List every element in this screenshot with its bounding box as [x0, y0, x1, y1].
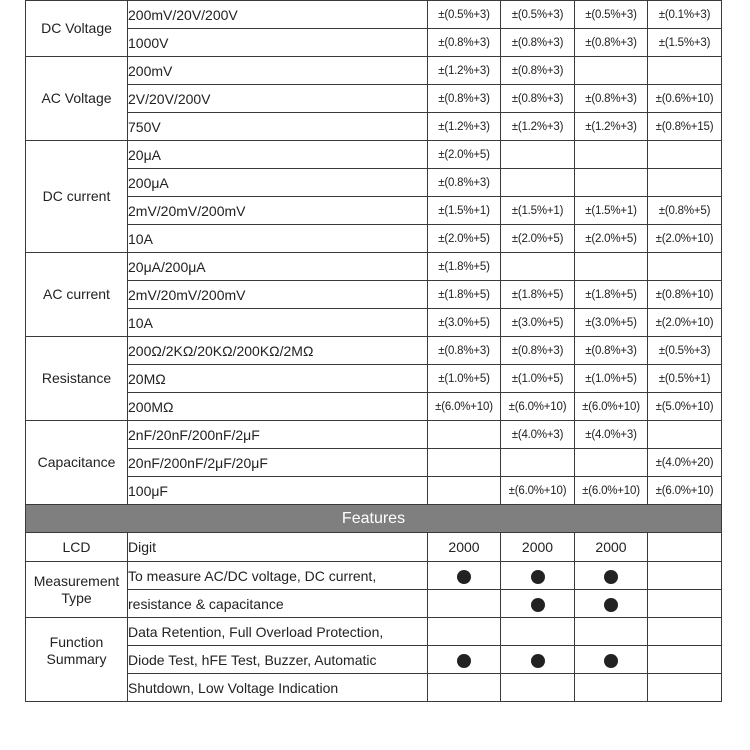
range-cell: 2mV/20mV/200mV [128, 281, 428, 309]
spec-row [26, 169, 722, 197]
accuracy-cell: ±(1.5%+1) [428, 197, 501, 225]
range-cell: 20μA [128, 141, 428, 169]
accuracy-cell: ±(3.0%+5) [575, 309, 648, 337]
spec-table [25, 0, 722, 702]
accuracy-cell: ±(0.8%+3) [501, 57, 575, 85]
features-heading: Features [26, 505, 722, 533]
accuracy-cell: ±(2.0%+10) [648, 309, 722, 337]
range-cell: 20MΩ [128, 365, 428, 393]
accuracy-cell: ±(1.2%+3) [428, 57, 501, 85]
label-line: Type [61, 589, 92, 606]
feature-cell [428, 618, 501, 646]
feature-cell [575, 590, 648, 618]
range-cell: 2nF/20nF/200nF/2μF [128, 421, 428, 449]
range-cell: 20μA/200μA [128, 253, 428, 281]
spec-row [26, 449, 722, 477]
lcd-desc: Digit [128, 533, 428, 562]
accuracy-cell: ±(1.2%+3) [428, 113, 501, 141]
accuracy-cell [501, 253, 575, 281]
accuracy-cell: ±(0.5%+3) [501, 1, 575, 29]
accuracy-cell: ±(0.8%+3) [575, 85, 648, 113]
spec-row [26, 225, 722, 253]
range-cell: 2mV/20mV/200mV [128, 197, 428, 225]
accuracy-cell: ±(6.0%+10) [501, 393, 575, 421]
accuracy-cell: ±(0.8%+3) [575, 337, 648, 365]
spec-row [26, 477, 722, 505]
feature-cell [428, 646, 501, 674]
accuracy-cell: ±(1.2%+3) [575, 113, 648, 141]
check-dot-icon [604, 598, 618, 612]
accuracy-cell [648, 57, 722, 85]
accuracy-cell: ±(0.8%+10) [648, 281, 722, 309]
range-cell: 750V [128, 113, 428, 141]
check-dot-icon [531, 598, 545, 612]
accuracy-cell [575, 141, 648, 169]
accuracy-cell [648, 253, 722, 281]
spec-sheet [25, 0, 721, 706]
check-dot-icon [604, 570, 618, 584]
feature-desc: Shutdown, Low Voltage Indication [128, 674, 428, 702]
spec-row [26, 281, 722, 309]
accuracy-cell: ±(3.0%+5) [428, 309, 501, 337]
measurement-row [26, 562, 722, 590]
function-summary-label [26, 618, 128, 702]
feature-cell [428, 674, 501, 702]
accuracy-cell: ±(5.0%+10) [648, 393, 722, 421]
label-line: Function [49, 634, 104, 650]
accuracy-cell [575, 449, 648, 477]
accuracy-cell [648, 421, 722, 449]
feature-desc: resistance & capacitance [128, 590, 428, 618]
accuracy-cell: ±(1.0%+5) [501, 365, 575, 393]
feature-cell [648, 618, 722, 646]
accuracy-cell: ±(2.0%+5) [575, 225, 648, 253]
group-label: Resistance [26, 337, 128, 421]
check-dot-icon [531, 570, 545, 584]
range-cell: 20nF/200nF/2μF/20μF [128, 449, 428, 477]
group-label: Capacitance [26, 421, 128, 505]
accuracy-cell: ±(1.0%+5) [575, 365, 648, 393]
feature-cell [575, 674, 648, 702]
spec-row [26, 309, 722, 337]
accuracy-cell: ±(6.0%+10) [428, 393, 501, 421]
group-label: AC Voltage [26, 57, 128, 141]
check-dot-icon [457, 654, 471, 668]
function-row [26, 618, 722, 646]
accuracy-cell [501, 449, 575, 477]
accuracy-cell: ±(1.8%+5) [428, 281, 501, 309]
check-dot-icon [531, 654, 545, 668]
feature-cell [428, 590, 501, 618]
accuracy-cell: ±(1.2%+3) [501, 113, 575, 141]
check-dot-icon [604, 654, 618, 668]
lcd-value: 2000 [575, 533, 648, 562]
feature-cell [575, 562, 648, 590]
accuracy-cell [648, 169, 722, 197]
range-cell: 2V/20V/200V [128, 85, 428, 113]
group-label: DC current [26, 141, 128, 253]
features-header-row [26, 505, 722, 533]
function-row [26, 674, 722, 702]
spec-row [26, 113, 722, 141]
feature-cell [575, 646, 648, 674]
accuracy-cell: ±(1.8%+5) [428, 253, 501, 281]
feature-cell [501, 674, 575, 702]
accuracy-cell: ±(0.6%+10) [648, 85, 722, 113]
range-cell: 1000V [128, 29, 428, 57]
accuracy-cell: ±(0.8%+3) [501, 85, 575, 113]
range-cell: 200MΩ [128, 393, 428, 421]
accuracy-cell: ±(6.0%+10) [575, 477, 648, 505]
accuracy-cell: ±(2.0%+5) [501, 225, 575, 253]
accuracy-cell: ±(0.5%+1) [648, 365, 722, 393]
spec-row [26, 393, 722, 421]
accuracy-cell: ±(1.5%+3) [648, 29, 722, 57]
spec-row [26, 337, 722, 365]
accuracy-cell: ±(1.8%+5) [575, 281, 648, 309]
accuracy-cell [428, 449, 501, 477]
range-cell: 200mV [128, 57, 428, 85]
accuracy-cell: ±(2.0%+5) [428, 141, 501, 169]
range-cell: 200Ω/2KΩ/20KΩ/200KΩ/2MΩ [128, 337, 428, 365]
range-cell: 10A [128, 225, 428, 253]
accuracy-cell: ±(2.0%+5) [428, 225, 501, 253]
accuracy-cell: ±(0.5%+3) [575, 1, 648, 29]
accuracy-cell: ±(0.1%+3) [648, 1, 722, 29]
accuracy-cell: ±(0.8%+5) [648, 197, 722, 225]
check-dot-icon [457, 570, 471, 584]
spec-row [26, 1, 722, 29]
spec-row [26, 421, 722, 449]
accuracy-cell [575, 57, 648, 85]
accuracy-cell: ±(6.0%+10) [575, 393, 648, 421]
range-cell: 200μA [128, 169, 428, 197]
spec-row [26, 85, 722, 113]
lcd-value: 2000 [428, 533, 501, 562]
accuracy-cell: ±(0.8%+3) [428, 85, 501, 113]
accuracy-cell: ±(0.8%+3) [501, 337, 575, 365]
feature-cell [501, 562, 575, 590]
accuracy-cell [501, 141, 575, 169]
range-cell: 10A [128, 309, 428, 337]
accuracy-cell: ±(0.8%+3) [428, 337, 501, 365]
function-row [26, 646, 722, 674]
range-cell: 100μF [128, 477, 428, 505]
feature-desc: Data Retention, Full Overload Protection, [128, 618, 428, 646]
spec-row [26, 57, 722, 85]
accuracy-cell [501, 169, 575, 197]
accuracy-cell: ±(1.8%+5) [501, 281, 575, 309]
accuracy-cell: ±(1.0%+5) [428, 365, 501, 393]
accuracy-cell: ±(0.5%+3) [428, 1, 501, 29]
accuracy-cell: ±(0.8%+3) [501, 29, 575, 57]
label-line: Measurement [33, 572, 120, 589]
accuracy-cell: ±(0.8%+3) [575, 29, 648, 57]
accuracy-cell: ±(1.5%+1) [575, 197, 648, 225]
accuracy-cell: ±(2.0%+10) [648, 225, 722, 253]
lcd-label: LCD [26, 533, 128, 562]
spec-row [26, 29, 722, 57]
feature-cell [501, 646, 575, 674]
spec-row [26, 197, 722, 225]
feature-desc: To measure AC/DC voltage, DC current, [128, 562, 428, 590]
feature-desc: Diode Test, hFE Test, Buzzer, Automatic [128, 646, 428, 674]
accuracy-cell [428, 421, 501, 449]
accuracy-cell: ±(4.0%+3) [575, 421, 648, 449]
group-label: DC Voltage [26, 1, 128, 57]
accuracy-cell [428, 477, 501, 505]
accuracy-cell: ±(0.8%+15) [648, 113, 722, 141]
feature-cell [575, 618, 648, 646]
lcd-value [648, 533, 722, 562]
feature-cell [648, 674, 722, 702]
spec-row [26, 253, 722, 281]
measurement-type-label [26, 562, 128, 618]
accuracy-cell [575, 169, 648, 197]
lcd-value: 2000 [501, 533, 575, 562]
feature-cell [648, 590, 722, 618]
accuracy-cell: ±(3.0%+5) [501, 309, 575, 337]
accuracy-cell: ±(0.5%+3) [648, 337, 722, 365]
spec-row [26, 141, 722, 169]
accuracy-cell: ±(1.5%+1) [501, 197, 575, 225]
accuracy-cell: ±(4.0%+3) [501, 421, 575, 449]
accuracy-cell: ±(0.8%+3) [428, 29, 501, 57]
label-line: Summary [46, 651, 107, 667]
measurement-row [26, 590, 722, 618]
accuracy-cell: ±(0.8%+3) [428, 169, 501, 197]
accuracy-cell: ±(4.0%+20) [648, 449, 722, 477]
feature-cell [648, 646, 722, 674]
accuracy-cell [648, 141, 722, 169]
accuracy-cell [575, 253, 648, 281]
feature-cell [648, 562, 722, 590]
feature-cell [501, 590, 575, 618]
group-label: AC current [26, 253, 128, 337]
feature-cell [501, 618, 575, 646]
accuracy-cell: ±(6.0%+10) [648, 477, 722, 505]
lcd-row [26, 533, 722, 562]
feature-cell [428, 562, 501, 590]
spec-row [26, 365, 722, 393]
range-cell: 200mV/20V/200V [128, 1, 428, 29]
accuracy-cell: ±(6.0%+10) [501, 477, 575, 505]
